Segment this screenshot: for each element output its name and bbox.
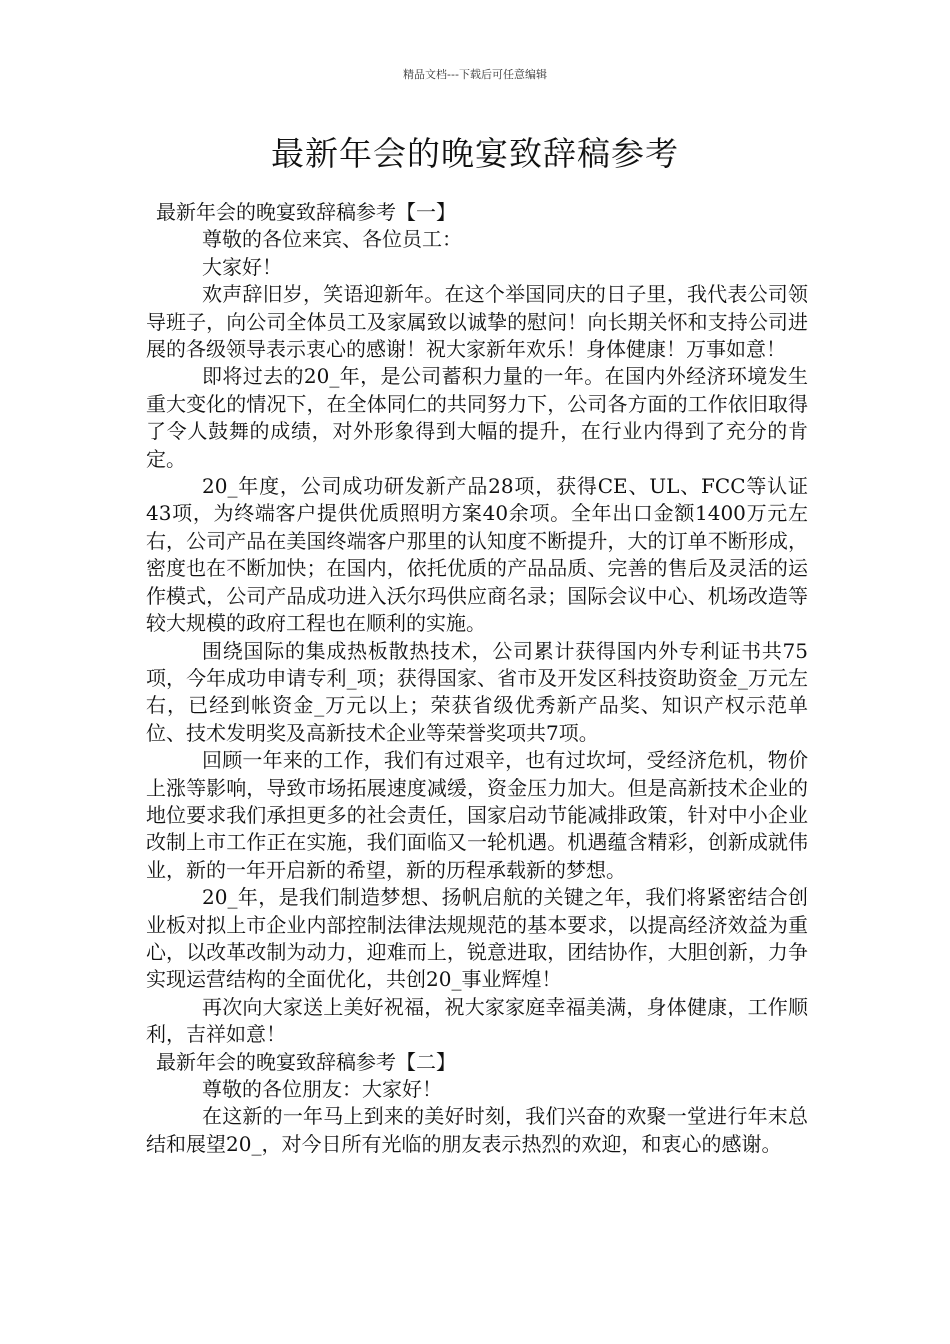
greeting: 大家好！ <box>202 254 282 279</box>
section-heading-1: 最新年会的晚宴致辞稿参考【一】 <box>156 200 456 224</box>
paragraph: 20_年度，公司成功研发新产品28项，获得CE、UL、FCC等认证43项，为终端客户提供优质照明方案40余项。全年出口金额1400万元左右，公司产品在美国终端客户那里的认知度不断提升，大的订单不断形成，密度也在不断加快；在国内，依托优质的产品品质、完善的售后及灵活的运作模式，公司产品成功进入沃尔玛供应商名录；国际会议中心、机场改造等较大规模的政府工程也在顺利的实施。 <box>146 474 808 636</box>
section-heading-2: 最新年会的晚宴致辞稿参考【二】 <box>156 1049 456 1074</box>
paragraph: 20_年，是我们制造梦想、扬帆启航的关键之年，我们将紧密结合创业板对拟上市企业内部控制法律法规规范的基本要求，以提高经济效益为重心，以改革改制为动力，迎难而上，锐意进取，团结协作，大胆创新，力争实现运营结构的全面优化，共创20_事业辉煌！ <box>146 885 808 992</box>
salutation: 尊敬的各位朋友：大家好！ <box>202 1077 442 1101</box>
paragraph: 围绕国际的集成热板散热技术，公司累计获得国内外专利证书共75项，今年成功申请专利_项；获得国家、省市及开发区科技资助资金_万元左右，已经到帐资金_万元以上；荣获省级优秀新产品奖、知识产权示范单位、技术发明奖及高新技术企业等荣誉奖项共7项。 <box>146 638 808 745</box>
paragraph: 回顾一年来的工作，我们有过艰辛，也有过坎坷，受经济危机，物价上涨等影响，导致市场拓展速度减缓，资金压力加大。但是高新技术企业的地位要求我们承担更多的社会责任，国家启动节能减排政策，针对中小企业改制上市工作正在实施，我们面临又一轮机遇。机遇蕴含精彩，创新成就伟业，新的一年开启新的希望，新的历程承载新的梦想。 <box>146 748 808 882</box>
document-body <box>146 199 808 1158</box>
paragraph: 在这新的一年马上到来的美好时刻，我们兴奋的欢聚一堂进行年末总结和展望20_，对今日所有光临的朋友表示热烈的欢迎，和衷心的感谢。 <box>146 1104 808 1156</box>
salutation: 尊敬的各位来宾、各位员工： <box>202 227 462 252</box>
paragraph: 即将过去的20_年，是公司蓄积力量的一年。在国内外经济环境发生重大变化的情况下，在全体同仁的共同努力下，公司各方面的工作依旧取得了令人鼓舞的成绩，对外形象得到大幅的提升，在行业内得到了充分的肯定。 <box>146 364 808 471</box>
page-header-note: 精品文档---下载后可任意编辑 <box>403 68 547 81</box>
paragraph: 再次向大家送上美好祝福，祝大家家庭幸福美满，身体健康，工作顺利，吉祥如意！ <box>146 994 808 1047</box>
document-title: 最新年会的晚宴致辞稿参考 <box>271 134 679 173</box>
paragraph: 欢声辞旧岁，笑语迎新年。在这个举国同庆的日子里，我代表公司领导班子，向公司全体员工及家属致以诚挚的慰问！向长期关怀和支持公司进展的各级领导表示衷心的感谢！祝大家新年欢乐！身体健康！万事如意！ <box>146 282 808 362</box>
